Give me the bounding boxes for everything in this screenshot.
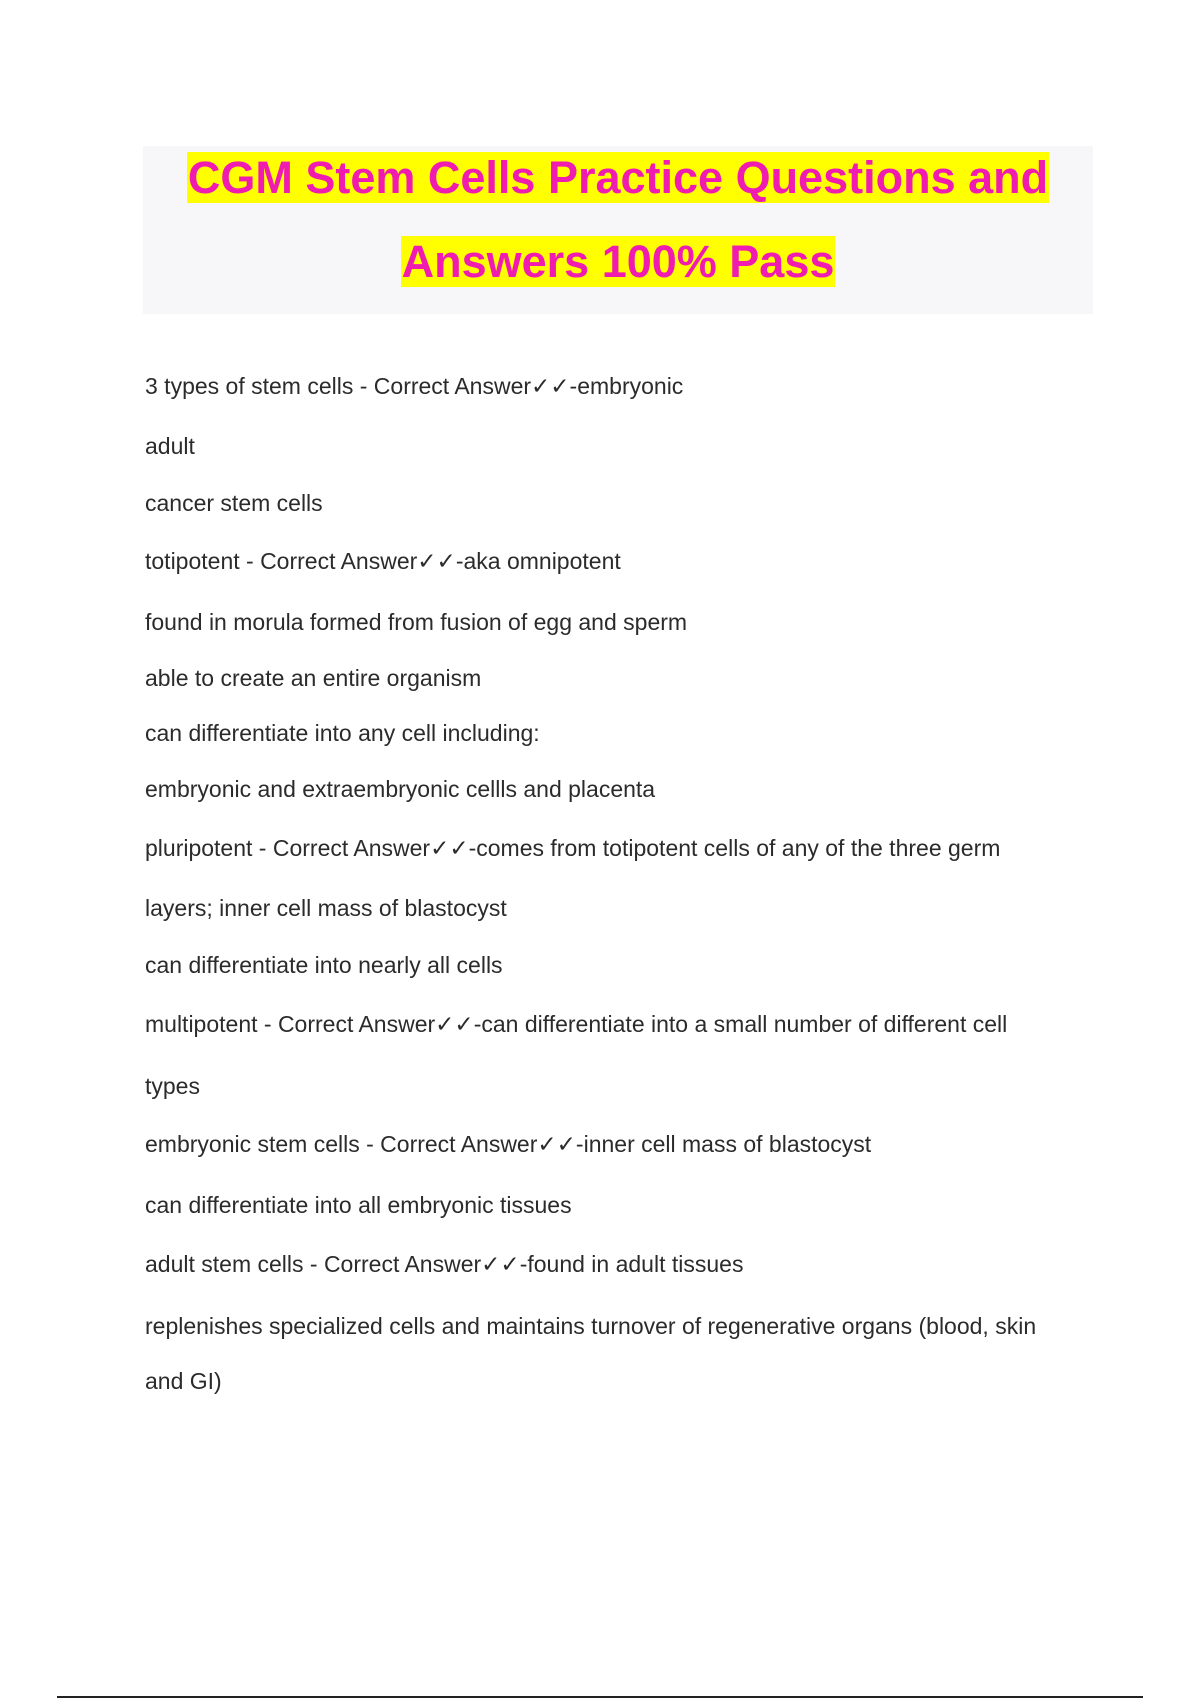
text-line: types: [145, 1073, 200, 1099]
text-line: can differentiate into all embryonic tissues: [145, 1192, 572, 1218]
text-line: layers; inner cell mass of blastocyst: [145, 895, 507, 921]
text-line: 3 types of stem cells - Correct Answer✓✓-embryonic: [145, 373, 684, 399]
text-line: multipotent - Correct Answer✓✓-can differentiate into a small number of different cell: [145, 1011, 1008, 1037]
title-line-1: [143, 150, 1093, 206]
title-text-2: Answers 100% Pass: [401, 236, 835, 287]
text-line: adult: [145, 433, 195, 459]
text-line: adult stem cells - Correct Answer✓✓-found in adult tissues: [145, 1251, 744, 1277]
text-line: and GI): [145, 1368, 222, 1394]
text-line: replenishes specialized cells and maintains turnover of regenerative organs (blood, skin: [145, 1313, 1037, 1339]
text-line: pluripotent - Correct Answer✓✓-comes from totipotent cells of any of the three germ: [145, 835, 1001, 861]
text-line: embryonic stem cells - Correct Answer✓✓-inner cell mass of blastocyst: [145, 1131, 872, 1157]
title-line-2: [143, 234, 1093, 290]
text-line: found in morula formed from fusion of egg and sperm: [145, 609, 688, 635]
page-bottom-rule: [57, 1696, 1143, 1698]
text-line: can differentiate into any cell including:: [145, 720, 540, 746]
text-line: able to create an entire organism: [145, 665, 482, 691]
text-line: can differentiate into nearly all cells: [145, 952, 503, 978]
title-text-1: CGM Stem Cells Practice Questions and: [187, 152, 1049, 203]
text-line: cancer stem cells: [145, 490, 323, 516]
text-line: embryonic and extraembryonic cellls and placenta: [145, 776, 656, 802]
text-line: totipotent - Correct Answer✓✓-aka omnipotent: [145, 548, 621, 574]
title-banner: [143, 146, 1093, 314]
